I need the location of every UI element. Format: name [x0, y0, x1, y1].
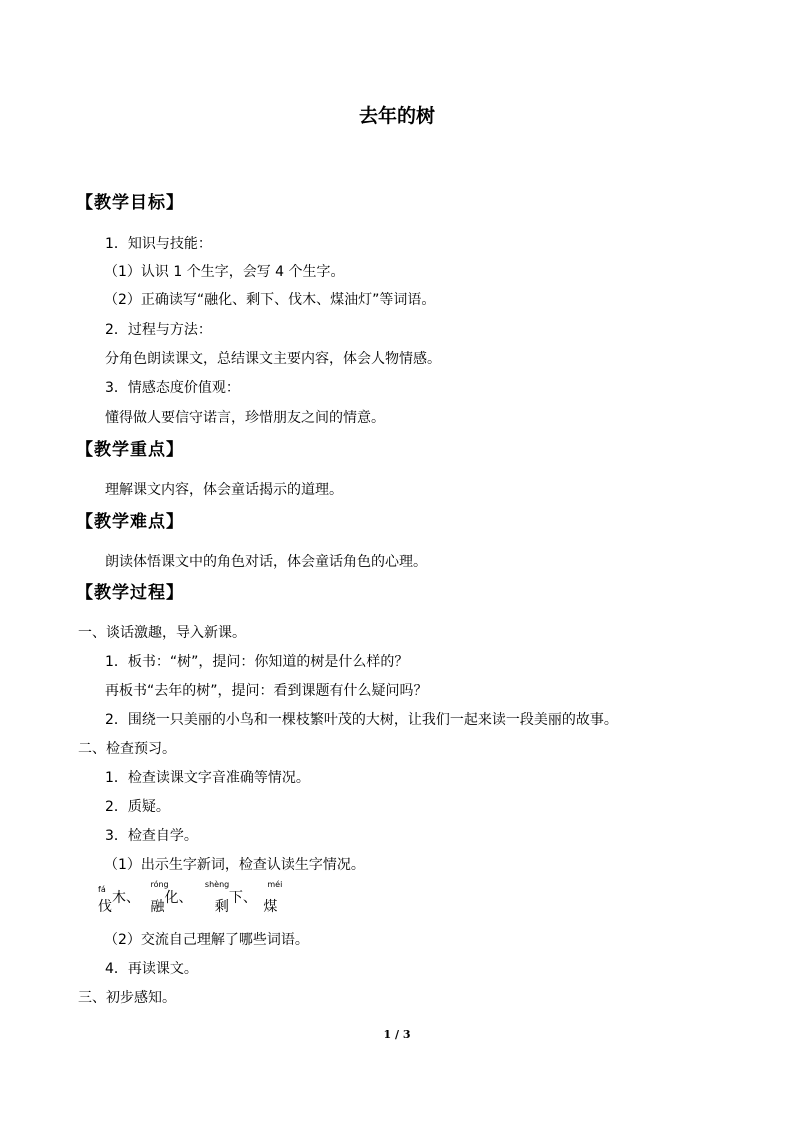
vocab-word [150, 880, 169, 917]
process-line: （1）出示生字新词，检查认读生字情况。 [104, 857, 365, 873]
process-line: 1．检查读课文字音准确等情况。 [105, 770, 310, 786]
page-number: 1 / 3 [383, 1028, 411, 1041]
process-line: 1．板书：“树”，提问：你知道的树是什么样的？ [105, 654, 409, 670]
goal-line: 1．知识与技能： [105, 236, 212, 252]
pinyin: shèng [204, 880, 230, 889]
heading-process: 【教学过程】 [76, 583, 184, 603]
vocab-char: 煤 [263, 899, 278, 915]
pinyin: fá [98, 885, 106, 894]
heading-difficulties: 【教学难点】 [76, 512, 184, 532]
process-line: 4．再读课文。 [105, 961, 198, 977]
pinyin: róng [150, 880, 169, 889]
process-line: 一、谈话激趣，导入新课。 [78, 625, 246, 641]
goal-line: 分角色朗读课文，总结课文主要内容，体会人物情感。 [105, 351, 441, 367]
process-line: （2）交流自己理解了哪些词语。 [104, 932, 309, 948]
vocab-char: 剩 [214, 899, 229, 915]
vocab-rest: 化、 [164, 890, 193, 906]
key-point-line: 理解课文内容，体会童话揭示的道理。 [105, 482, 343, 498]
goal-line: 懂得做人要信守诺言，珍惜朋友之间的情意。 [105, 410, 385, 426]
process-line: 二、检查预习。 [78, 741, 176, 757]
goal-line: 3．情感态度价值观： [105, 380, 240, 396]
vocab-word [261, 880, 283, 917]
page-title: 去年的树 [358, 105, 435, 127]
process-line: 再板书“去年的树”，提问：看到课题有什么疑问吗？ [105, 683, 428, 699]
vocab-word [98, 887, 112, 917]
vocab-rest: 木、 [112, 890, 140, 906]
heading-goals: 【教学目标】 [76, 193, 184, 213]
process-line: 2．围绕一只美丽的小鸟和一棵枝繁叶茂的大树，让我们一起来读一段美丽的故事。 [105, 712, 618, 728]
heading-key-points: 【教学重点】 [76, 440, 184, 460]
pinyin: méi [267, 880, 283, 889]
vocab-word [205, 882, 229, 917]
difficulty-line: 朗读体悟课文中的角色对话，体会童话角色的心理。 [105, 554, 427, 570]
process-line: 2．质疑。 [105, 799, 170, 815]
vocab-char: 融 [150, 899, 165, 915]
vocab-pinyin-row [98, 880, 283, 916]
goal-line: （2）正确读写“融化、剩下、伐木、煤油灯”等词语。 [104, 292, 436, 308]
goal-line: 2．过程与方法： [105, 322, 212, 338]
goal-line: （1）认识 1 个生字，会写 4 个生字。 [104, 264, 345, 280]
process-line: 3．检查自学。 [105, 828, 198, 844]
vocab-rest: 下、 [228, 890, 257, 906]
process-line: 三、初步感知。 [78, 990, 176, 1006]
vocab-char: 伐 [98, 899, 112, 915]
